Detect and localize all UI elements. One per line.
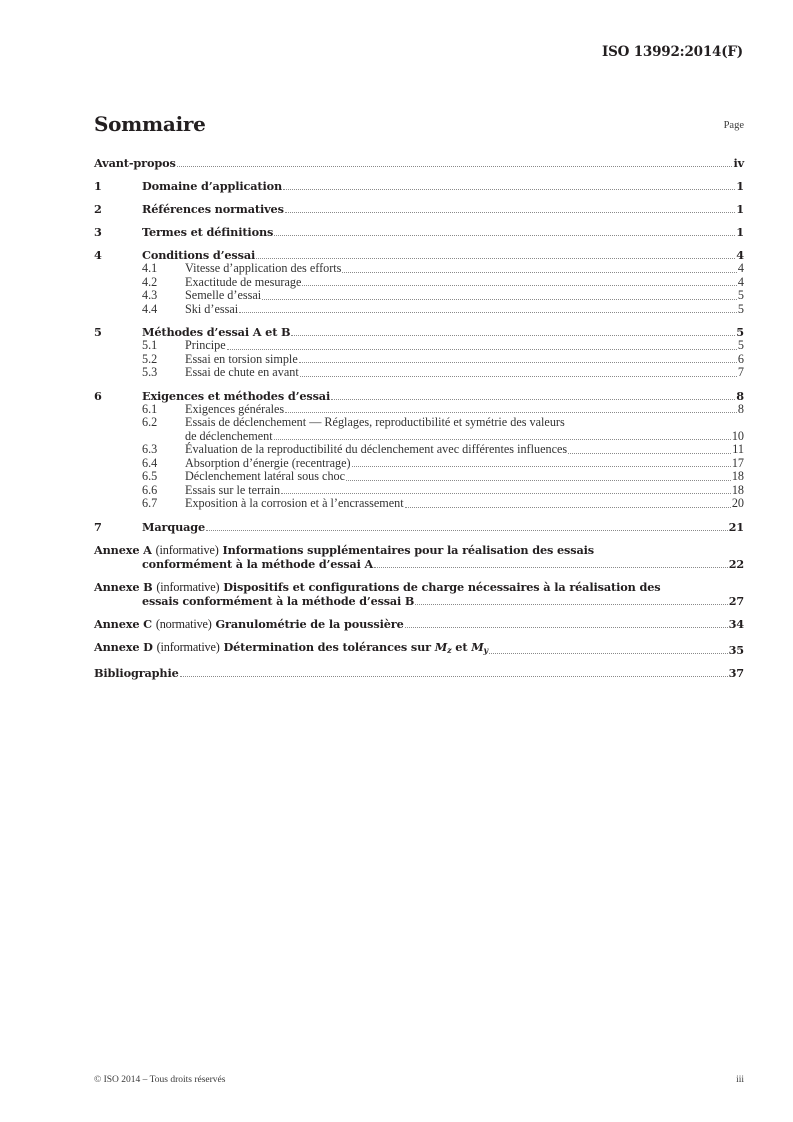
dot-leader (285, 412, 737, 413)
subsection-number: 4.1 (142, 261, 158, 275)
dot-leader (262, 299, 737, 300)
toc-entry-label: Absorption d’énergie (recentrage) (185, 455, 351, 470)
toc-entry-subsection-6-3[interactable] (94, 443, 744, 457)
toc-entry-bibliographie[interactable] (94, 666, 744, 680)
toc-entry-annex-d[interactable] (94, 640, 744, 657)
subsection-number: 6.7 (142, 496, 158, 510)
dot-leader (302, 285, 737, 286)
toc-entry-section-4[interactable] (94, 248, 744, 262)
title-row (94, 112, 744, 142)
toc-entry-label: Méthodes d’essai A et B (142, 325, 291, 339)
toc-entry-label: Essai en torsion simple (185, 351, 298, 366)
toc-entry-page: 4 (737, 261, 744, 275)
subsection-number: 5.2 (142, 351, 158, 366)
subsection-number: 4.4 (142, 301, 158, 316)
page-title: Sommaire (94, 112, 206, 136)
subsection-number: 5.3 (142, 365, 158, 379)
toc-entry-section-7[interactable] (94, 520, 744, 534)
toc-entry-page: 6 (737, 351, 744, 366)
annex-title-line1: Informations supplémentaires pour la réalisation des essais (222, 542, 594, 557)
dot-leader (291, 335, 735, 336)
toc-entry-page: 5 (737, 338, 744, 352)
dot-leader (283, 189, 735, 190)
dot-leader (352, 466, 731, 467)
toc-entry-label: Marquage (142, 519, 206, 534)
toc-entry-section-2[interactable] (94, 202, 744, 216)
dot-leader (374, 567, 728, 568)
table-of-contents (94, 156, 744, 680)
toc-entry-label: Domaine d’application (142, 179, 283, 193)
toc-entry-label: Termes et définitions (142, 225, 274, 239)
dot-leader (281, 493, 731, 494)
toc-entry-label-line1: Essais de déclenchement — Réglages, reproductibilité et symétrie des valeurs (185, 415, 565, 429)
toc-entry-annex-a[interactable] (94, 543, 744, 571)
toc-entry-section-3[interactable] (94, 225, 744, 239)
toc-entry-label: Exigences et méthodes d’essai (142, 388, 331, 403)
dot-leader (239, 312, 737, 313)
toc-entry-label: Évaluation de la reproductibilité du déclenchement avec différentes influences (185, 442, 568, 456)
toc-entry-label: Ski d’essai (185, 301, 239, 316)
toc-entry-subsection-5-3[interactable] (94, 366, 744, 380)
subsection-number: 6.6 (142, 482, 158, 497)
section-number: 4 (94, 248, 102, 262)
toc-entry-label: Principe (185, 338, 226, 352)
page-number: iii (736, 1075, 744, 1085)
section-number: 3 (94, 225, 102, 239)
document-id: ISO 13992:2014(F) (601, 44, 743, 60)
toc-entry-page: 4 (736, 248, 744, 262)
math-symbol-mz: $M_z$ (434, 639, 452, 655)
annex-name: Annexe A (94, 542, 152, 557)
toc-entry-annex-c[interactable] (94, 617, 744, 631)
toc-entry-label: Exactitude de mesurage (185, 274, 302, 289)
toc-entry-subsection-4-2[interactable] (94, 276, 744, 290)
toc-entry-page: 35 (728, 642, 744, 657)
toc-entry-page: 37 (728, 665, 744, 680)
toc-entry-label: Conditions d’essai (142, 248, 256, 262)
section-number: 1 (94, 179, 102, 193)
toc-entry-label: Essai de chute en avant (185, 365, 299, 379)
dot-leader (274, 439, 731, 440)
math-symbol-my: $M_y$ (471, 639, 489, 655)
toc-entry-subsection-6-1[interactable] (94, 403, 744, 417)
toc-entry-page: 10 (731, 428, 744, 443)
toc-entry-subsection-4-3[interactable] (94, 289, 744, 303)
subsection-number: 4.2 (142, 274, 158, 289)
toc-entry-label: Déclenchement latéral sous choc (185, 469, 346, 483)
dot-leader (331, 399, 735, 400)
toc-entry-avant-propos[interactable] (94, 156, 744, 170)
dot-leader (274, 235, 735, 236)
annex-title-prefix: Détermination des tolérances sur (223, 639, 435, 654)
toc-entry-page: 27 (728, 593, 744, 608)
annex-name: Annexe D (94, 639, 153, 654)
toc-entry-page: 5 (736, 325, 744, 339)
toc-entry-subsection-6-2[interactable] (94, 416, 744, 443)
toc-entry-section-6[interactable] (94, 389, 744, 403)
page-column-label: Page (723, 120, 744, 131)
toc-entry-subsection-6-6[interactable] (94, 484, 744, 498)
annex-title-line2: conformément à la méthode d’essai A (142, 556, 374, 571)
toc-entry-page: 11 (732, 442, 744, 456)
dot-leader (342, 272, 736, 273)
toc-entry-page: 21 (728, 519, 744, 534)
dot-leader (489, 653, 728, 654)
toc-entry-page: 22 (728, 556, 744, 571)
section-number: 5 (94, 325, 102, 339)
toc-entry-label: Exposition à la corrosion et à l’encrassement (185, 496, 404, 510)
annex-qualifier: (informative) (155, 542, 219, 557)
toc-entry-page: 5 (737, 301, 744, 316)
toc-entry-subsection-6-7[interactable] (94, 497, 744, 511)
toc-entry-subsection-6-4[interactable] (94, 457, 744, 471)
section-number: 2 (94, 202, 102, 216)
toc-entry-subsection-4-1[interactable] (94, 262, 744, 276)
subsection-number: 4.3 (142, 288, 158, 302)
annex-name: Annexe B (94, 579, 153, 594)
dot-leader (180, 676, 728, 677)
dot-leader (299, 362, 737, 363)
toc-entry-page: 1 (736, 202, 744, 216)
toc-entry-page: 4 (737, 274, 744, 289)
dot-leader (346, 480, 731, 481)
subsection-number: 6.5 (142, 469, 158, 483)
dot-leader (227, 349, 737, 350)
toc-entry-label: Bibliographie (94, 665, 179, 680)
dot-leader (415, 604, 728, 605)
annex-title-mid: et (451, 639, 472, 654)
subsection-number: 5.1 (142, 338, 158, 352)
toc-entry-label: Semelle d’essai (185, 288, 262, 302)
toc-entry-page: iv (733, 156, 744, 170)
dot-leader (405, 627, 728, 628)
section-number: 7 (94, 519, 102, 534)
toc-entry-page: 18 (731, 469, 744, 483)
dot-leader (206, 530, 727, 531)
toc-entry-subsection-6-5[interactable] (94, 470, 744, 484)
dot-leader (405, 507, 731, 508)
annex-title: Granulométrie de la poussière (215, 616, 404, 631)
subsection-number: 6.4 (142, 455, 158, 470)
toc-entry-page: 18 (731, 482, 744, 497)
annex-name: Annexe C (94, 616, 153, 631)
toc-entry-label: Essais sur le terrain (185, 482, 281, 497)
toc-entry-label: Avant-propos (94, 156, 176, 170)
toc-entry-section-1[interactable] (94, 179, 744, 193)
toc-entry-page: 8 (736, 388, 744, 403)
toc-entry-subsection-5-2[interactable] (94, 353, 744, 367)
annex-title-line1: Dispositifs et configurations de charge nécessaires à la réalisation des (223, 579, 661, 594)
dot-leader (285, 212, 736, 213)
dot-leader (568, 453, 731, 454)
toc-entry-subsection-4-4[interactable] (94, 303, 744, 317)
toc-entry-page: 34 (728, 616, 744, 631)
annex-qualifier: (normative) (155, 616, 212, 631)
annex-qualifier: (informative) (156, 639, 220, 654)
toc-entry-page: 5 (737, 288, 744, 302)
toc-entry-label-line2: de déclenchement (185, 428, 273, 443)
toc-entry-annex-b[interactable] (94, 580, 744, 608)
annex-title-line2: essais conformément à la méthode d’essai B (142, 593, 415, 608)
copyright-notice: © ISO 2014 – Tous droits réservés (94, 1075, 226, 1085)
toc-entry-subsection-5-1[interactable] (94, 339, 744, 353)
subsection-number: 6.3 (142, 442, 158, 456)
toc-entry-page: 8 (737, 401, 744, 416)
dot-leader (177, 166, 733, 167)
toc-entry-page: 7 (737, 365, 744, 379)
toc-entry-label: Exigences générales (185, 401, 285, 416)
annex-qualifier: (informative) (156, 579, 220, 594)
toc-entry-page: 20 (731, 496, 744, 510)
section-number: 6 (94, 388, 102, 403)
toc-entry-label: Références normatives (142, 202, 284, 216)
subsection-number: 6.2 (142, 415, 158, 429)
subsection-number: 6.1 (142, 401, 158, 416)
toc-entry-page: 1 (736, 225, 744, 239)
toc-entry-label: Vitesse d’application des efforts (185, 261, 342, 275)
dot-leader (256, 258, 735, 259)
dot-leader (300, 376, 737, 377)
toc-entry-page: 17 (731, 455, 744, 470)
toc-entry-section-5[interactable] (94, 325, 744, 339)
toc-entry-page: 1 (736, 179, 744, 193)
